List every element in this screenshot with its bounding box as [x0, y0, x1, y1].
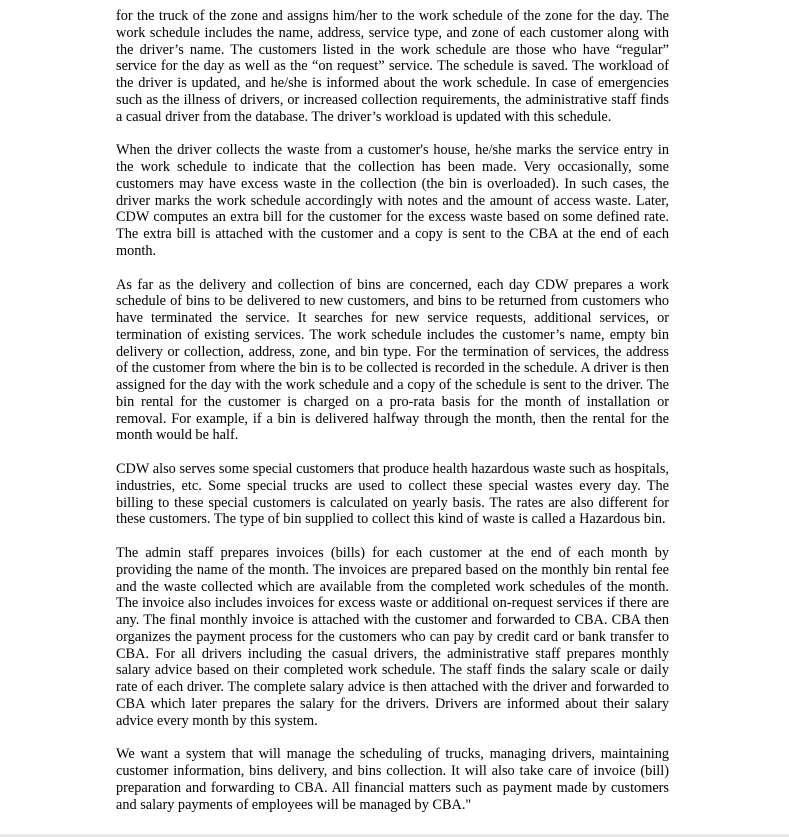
paragraph-waste-collection: When the driver collects the waste from a customer's house, he/she marks the service entry in the work schedule to indicate that the collection has been made. Very occasionally, some customers may have excess waste in the collection (the bin is overloaded). In such cases, the driver marks the work schedule accordingly with notes and the amount of access waste. Later, CDW computes an extra bill for the customer for the excess waste based on some defined rate. The extra bill is attached with the customer and a copy is sent to the CBA at the end of each month.: [116, 142, 669, 259]
paragraph-bin-delivery: As far as the delivery and collection of bins are concerned, each day CDW prepares a work schedule of bins to be delivered to new customers, and bins to be returned from customers who have terminated the service. It searches for new service requests, additional services, or termination of existing services. The work schedule includes the customer’s name, empty bin delivery or collection, address, zone, and bin type. For the termination of services, the address of the customer from where the bin is to be collected is recorded in the schedule. A driver is then assigned for the day with the work schedule and a copy of the schedule is sent to the driver. The bin rental for the customer is charged on a pro-rata basis for the month of installation or removal. For example, if a bin is delivered halfway through the month, then the rental for the month would be half.: [116, 276, 669, 444]
paragraph-special-customers: CDW also serves some special customers that produce health hazardous waste such as hospitals, industries, etc. Some special trucks are used to collect these special wastes every day. The billing to these special customers is calculated on yearly basis. The rates are also different for these customers. The type of bin supplied to collect this kind of waste is called a Hazardous bin.: [116, 461, 669, 528]
paragraph-system-requirements: We want a system that will manage the scheduling of trucks, managing drivers, maintaining customer information, bins delivery, and bins collection. It will also take care of invoice (bill) preparation and forwarding to CBA. All financial matters such as payment made by customers and salary payments of employees will be managed by CBA.": [116, 746, 669, 813]
paragraph-work-schedule: for the truck of the zone and assigns him/her to the work schedule of the zone for the day. The work schedule includes the name, address, service type, and zone of each customer along with the driver’s name. The customers listed in the work schedule are those who have “regular” service for the day as well as the “on request” service. The schedule is saved. The workload of the driver is updated, and he/she is informed about the work schedule. In case of emergencies such as the illness of drivers, or increased collection requirements, the administrative staff finds a casual driver from the database. The driver’s workload is updated with this schedule.: [116, 8, 669, 125]
paragraph-invoices-salary: The admin staff prepares invoices (bills) for each customer at the end of each month by providing the name of the month. The invoices are prepared based on the monthly bin rental fee and the waste collected which are available from the completed work schedules of the month. The invoice also includes invoices for excess waste or additional on-request services if there are any. The final monthly invoice is attached with the customer and forwarded to CBA. CBA then organizes the payment process for the customers who can pay by credit card or bank transfer to CBA. For all drivers including the casual drivers, the administrative staff prepares monthly salary advice based on their completed work schedule. The staff finds the salary scale or daily rate of each driver. The complete salary advice is then attached with the driver and forwarded to CBA which later prepares the salary for the drivers. Drivers are informed about their salary advice every month by this system.: [116, 545, 669, 729]
document-body: [116, 8, 669, 813]
